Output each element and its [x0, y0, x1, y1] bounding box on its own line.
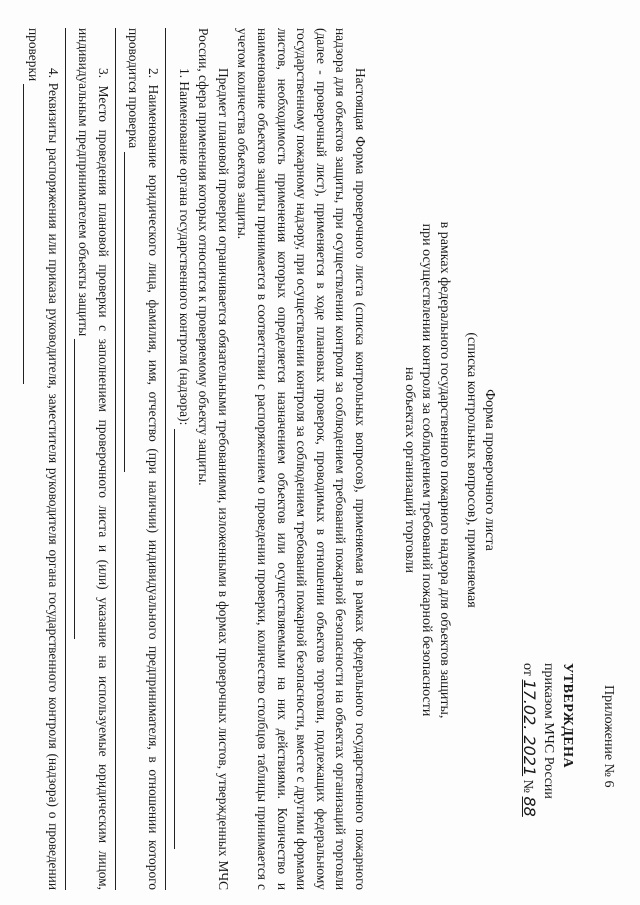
item-3: [74, 28, 113, 890]
item-4-fill-line: [24, 84, 39, 384]
item-4-text: 4. Реквизиты распоряжения или приказа руководителя, заместителя руководителя органа государственного контроля (надзора) о проведении проверки: [26, 28, 61, 890]
title-line-1: Форма проверочного листа: [482, 389, 497, 551]
item-4: [24, 28, 63, 890]
document-title: [401, 160, 499, 780]
date-prefix: от: [520, 663, 535, 676]
item-2-text: 2. Наименование юридического лица, фамилия, имя, отчество (при наличии) индивидуального предпринимателя, в отношении которого проводится проверка: [126, 28, 162, 890]
item-1: [174, 28, 194, 890]
approved-label: УТВЕРЖДЕНА: [560, 663, 575, 769]
title-line-2: (списка контрольных вопросов), применяемая: [464, 332, 480, 608]
title-line-3: в рамках федерального государственного пожарного надзора для объектов защиты,: [437, 221, 452, 719]
item-2-fill-line: [124, 152, 139, 472]
scope-paragraph: Предмет плановой проверки ограничивается обязательными требованиями, изложенными в формах проверочных листов, утвержденных МЧС России, сфера применения которых относится к проверяемому объекту защиты.: [196, 28, 231, 890]
item-1-text: 1. Наименование органа государственного контроля (надзора):: [176, 68, 192, 426]
item-1-rule: [165, 28, 166, 890]
title-line-5: на объектах организаций торговли: [402, 367, 417, 573]
order-label: приказом МЧС России: [541, 663, 556, 799]
handwritten-date: 17.02. 2021: [520, 679, 539, 777]
item-2-rule: [115, 28, 116, 890]
item-2: [124, 28, 163, 890]
appendix-label: Приложение № 6: [601, 685, 616, 788]
approval-block: [518, 623, 618, 883]
order-date-line: [518, 623, 539, 883]
title-line-4: при осуществлении контроля за соблюдением требований пожарной безопасности: [419, 223, 435, 717]
item-3-rule: [65, 28, 66, 890]
rotated-document-sheet: [28, 10, 628, 895]
number-prefix: №: [520, 779, 535, 793]
item-1-fill-line: [174, 429, 189, 849]
item-3-text: 3. Место проведения плановой проверки с заполнением проверочного листа и (или) указание на используемые юридическим лицом, индивидуальным предпринимателем объекты защиты: [76, 28, 111, 890]
item-3-fill-line: [74, 339, 89, 639]
intro-paragraph: Настоящая Форма проверочного листа (списка контрольных вопросов), применяемая в рамках федерального государственного пожарного надзора для объектов защиты, при осуществлении контроля за соблюдением требований пожарной безопасности на объектах организаций торговли (далее - проверочный лист), применяется в ходе плановых проверок, проводимых в отношении объектов торговли, подлежащих федеральному государственному пожарному надзору, при осуществлении контроля за соблюдением требований пожарной безопасности, вместе с другими формами листов, необходимость применения которых определяется назначением объектов или осуществляемыми на них действиями. Количество и наименование объектов защиты принимается в соответствии с распоряжением о проведении проверки, количество столбцов таблицы принимается с учетом количества объектов защиты.: [235, 28, 368, 890]
document-body: [24, 28, 371, 890]
handwritten-number: 88: [520, 796, 539, 817]
